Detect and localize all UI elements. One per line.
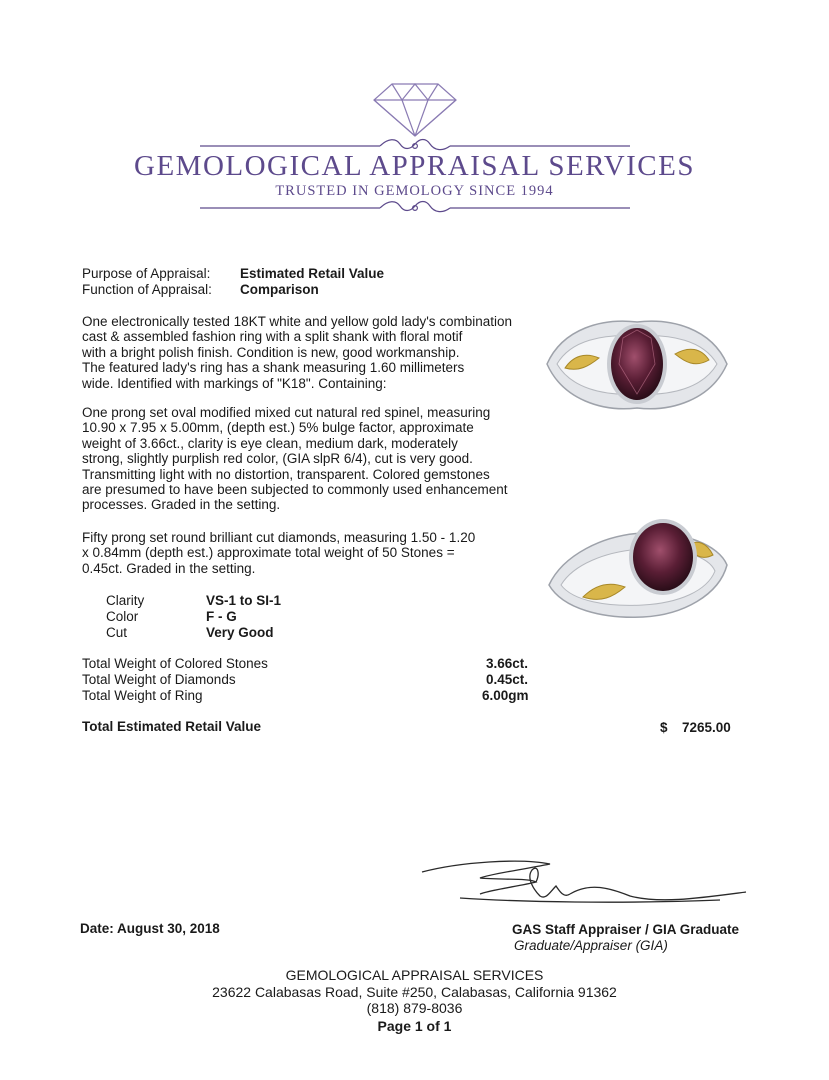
grading-value-clarity: VS-1 to SI-1 (206, 593, 282, 608)
spinel-description (82, 405, 522, 513)
signature (420, 852, 750, 912)
description-line: 0.45ct. Graded in the setting. (82, 560, 256, 576)
description-line: One electronically tested 18KT white and yellow gold lady's combination (82, 314, 513, 329)
total-currency: $ (660, 720, 668, 735)
appraisal-date: Date: August 30, 2018 (80, 921, 220, 936)
total-amount: 7265.00 (682, 720, 731, 735)
weight-label: Total Weight of Ring (82, 688, 203, 703)
grading-label-cut: Cut (106, 625, 128, 640)
purpose-label: Purpose of Appraisal: (82, 266, 211, 281)
appraiser-credential: Graduate/Appraiser (GIA) (514, 938, 668, 953)
scroll-ornament-icon (200, 200, 630, 216)
description-line: 10.90 x 7.95 x 5.00mm, (depth est.) 5% bulge factor, approximate (82, 420, 474, 436)
grading-label-color: Color (106, 609, 139, 624)
page-number: Page 1 of 1 (377, 1018, 452, 1034)
function-label: Function of Appraisal: (82, 282, 212, 297)
description-line: x 0.84mm (depth est.) approximate total weight of 50 Stones = (82, 545, 455, 561)
grading-value-color: F - G (206, 609, 237, 624)
purpose-value: Estimated Retail Value (240, 266, 385, 281)
weight-value: 0.45ct. (486, 672, 529, 687)
weight-label: Total Weight of Colored Stones (82, 656, 268, 671)
diamond-icon (370, 80, 460, 138)
description-line: Fifty prong set round brilliant cut diamonds, measuring 1.50 - 1.20 (82, 530, 476, 545)
description-line: cast & assembled fashion ring with a split shank with floral motif (82, 329, 463, 345)
diamond-description (82, 530, 522, 576)
footer-address: 23622 Calabasas Road, Suite #250, Calabasas, California 91362 (212, 984, 617, 1000)
description-line: One prong set oval modified mixed cut natural red spinel, measuring (82, 405, 491, 420)
grading-label-clarity: Clarity (106, 593, 145, 608)
description-line: Transmitting light with no distortion, transparent. Colored gemstones (82, 466, 490, 482)
function-value: Comparison (240, 282, 319, 297)
description-line: wide. Identified with markings of "K18". Containing: (82, 375, 387, 391)
description-line: The featured lady's ring has a shank measuring 1.60 millimeters (82, 360, 465, 376)
weight-value: 6.00gm (482, 688, 529, 703)
ring-photo-side (543, 505, 733, 635)
weight-value: 3.66ct. (486, 656, 529, 671)
ring-description (82, 314, 522, 391)
weight-label: Total Weight of Diamonds (82, 672, 236, 687)
description-line: weight of 3.66ct., clarity is eye clean, medium dark, moderately (82, 435, 458, 451)
description-line: are presumed to have been subjected to commonly used enhancement (82, 482, 508, 498)
company-name: GEMOLOGICAL APPRAISAL SERVICES (134, 150, 695, 182)
ring-photo-top (543, 308, 731, 420)
grading-value-cut: Very Good (206, 625, 274, 640)
footer-phone: (818) 879-8036 (366, 1000, 463, 1016)
company-tagline: TRUSTED IN GEMOLOGY SINCE 1994 (275, 183, 554, 199)
description-line: strong, slightly purplish red color, (GIA slpR 6/4), cut is very good. (82, 451, 473, 467)
appraiser-title: GAS Staff Appraiser / GIA Graduate (512, 922, 740, 937)
footer-company: GEMOLOGICAL APPRAISAL SERVICES (285, 967, 544, 983)
description-line: with a bright polish finish. Condition is new, good workmanship. (82, 344, 460, 360)
letterhead (0, 0, 829, 230)
total-label: Total Estimated Retail Value (82, 719, 262, 734)
description-line: processes. Graded in the setting. (82, 497, 281, 513)
